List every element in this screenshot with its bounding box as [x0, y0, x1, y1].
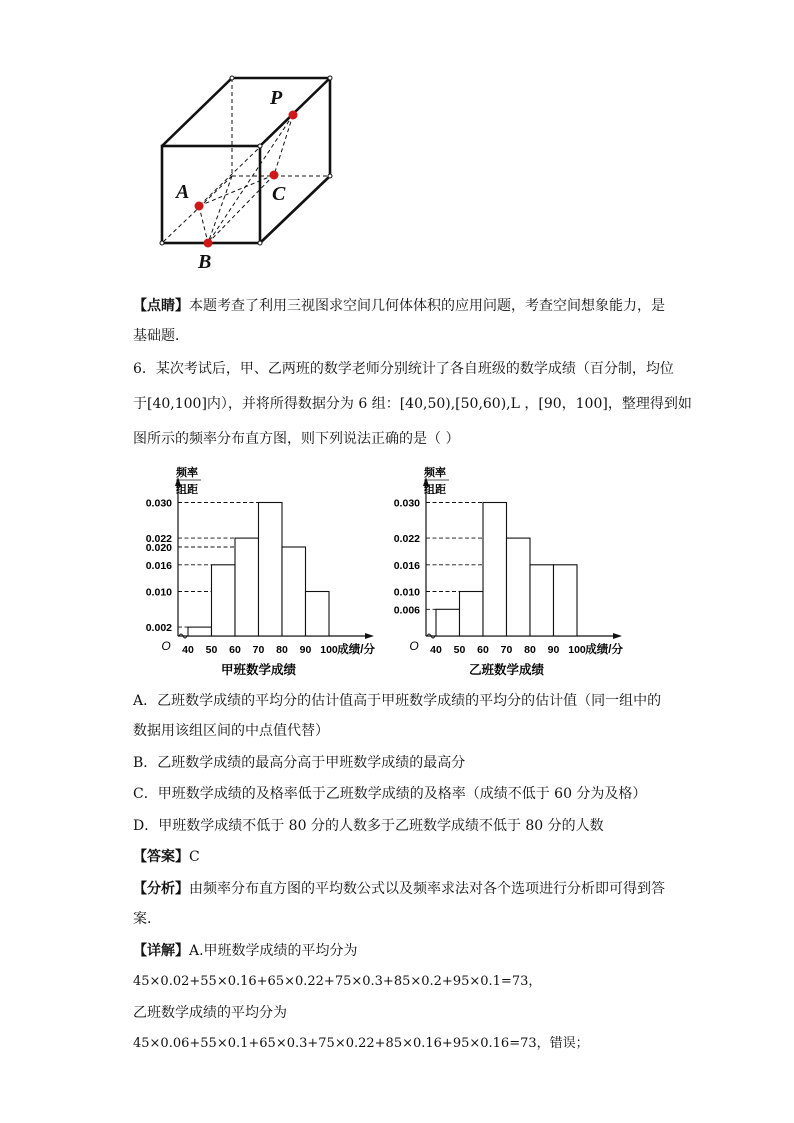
- answer-value: C: [189, 849, 200, 865]
- option-a-line-2: 数据用该组区间的中点值代替）: [133, 723, 329, 739]
- hist0-chart-title: 甲班数学成绩: [220, 663, 297, 677]
- label-c: C: [272, 183, 286, 205]
- hist0-ytick-label: 0.016: [145, 559, 172, 572]
- hist1-origin-label: O: [409, 639, 419, 653]
- hist1-chart-title: 乙班数学成绩: [468, 663, 545, 677]
- hist0-xtick-label: 90: [299, 644, 312, 656]
- hist0-xtick-label: 50: [205, 644, 218, 656]
- question-line-1: 6．某次考试后，甲、乙两班的数学老师分别统计了各自班级的数学成绩（百分制，均位: [133, 361, 674, 377]
- hist1-ytick-label: 0.030: [393, 497, 420, 510]
- detail-text-1: A.甲班数学成绩的平均分为: [189, 943, 358, 959]
- hist0-ytick-label: 0.010: [145, 586, 172, 599]
- hist1-ylabel-bottom: 组距: [424, 484, 446, 496]
- point-a: [195, 202, 204, 211]
- question-line-3: 图所示的频率分布直方图，则下列说法正确的是（ ）: [133, 431, 460, 447]
- hist1-xtick-label: 40: [430, 644, 442, 656]
- point-b: [204, 239, 213, 248]
- hist1-ytick-label: 0.016: [393, 559, 420, 572]
- detail-line-3: 乙班数学成绩的平均分为: [133, 1005, 287, 1021]
- analysis-line-2: 案.: [133, 911, 152, 927]
- label-b: B: [198, 251, 212, 273]
- hist0-ytick-label: 0.020: [145, 542, 172, 554]
- answer-tag: 【答案】: [133, 849, 189, 865]
- hist0-xlabel: 成绩/分: [337, 644, 375, 656]
- analysis-line-1: [133, 880, 665, 898]
- hist0-bar-50: [212, 565, 236, 636]
- hist0-xtick-label: 40: [182, 644, 194, 656]
- hist1-xtick-label: 90: [547, 644, 560, 656]
- hist1-bar-90: [554, 565, 578, 636]
- hist0-ylabel-top: 频率: [176, 467, 198, 479]
- hist1-bar-50: [460, 592, 484, 637]
- option-a-line-1: A．乙班数学成绩的平均分的估计值高于甲班数学成绩的平均分的估计值（同一组中的: [133, 693, 662, 709]
- dianjing-line-1: [133, 297, 665, 315]
- option-d: D．甲班数学成绩不低于 80 分的人数多于乙班数学成绩不低于 80 分的人数: [133, 818, 604, 834]
- answer-line: [133, 848, 200, 866]
- analysis-tag: 【分析】: [133, 881, 189, 897]
- detail-tag: 【详解】: [133, 943, 189, 959]
- hist1-ylabel-top: 频率: [424, 467, 446, 479]
- hist1-x-axis-arrow: [613, 633, 622, 639]
- hist0-bar-40: [188, 627, 212, 636]
- dianjing-line-2: 基础题．: [133, 328, 189, 344]
- option-b: B．乙班数学成绩的最高分高于甲班数学成绩的最高分: [133, 755, 466, 771]
- hist1-bar-80: [530, 565, 554, 636]
- option-c: C．甲班数学成绩的及格率低于乙班数学成绩的及格率（成绩不低于 60 分为及格）: [133, 786, 647, 802]
- histogram-class-jia: [130, 462, 380, 687]
- hist0-ylabel-bottom: 组距: [176, 484, 198, 496]
- hist1-xlabel: 成绩/分: [585, 644, 623, 656]
- hist0-ytick-label: 0.022: [145, 533, 172, 546]
- dianjing-tag: 【点睛】: [133, 298, 189, 314]
- label-a: A: [176, 181, 190, 203]
- hist0-xtick-label: 100: [320, 644, 338, 656]
- hist0-ytick-label: 0.002: [145, 622, 172, 635]
- point-c: [270, 171, 279, 180]
- hist0-x-axis-arrow: [365, 633, 374, 639]
- histogram-class-yi: [378, 462, 658, 687]
- hist0-xtick-label: 80: [276, 644, 288, 656]
- hist1-bar-70: [507, 538, 531, 636]
- cube-figure: [140, 60, 360, 280]
- point-p: [289, 111, 298, 120]
- hist1-xtick-label: 70: [500, 644, 513, 656]
- hist0-xtick-label: 60: [229, 644, 241, 656]
- hist1-ytick-label: 0.006: [393, 604, 420, 617]
- dianjing-text-1: 本题考查了利用三视图求空间几何体体积的应用问题，考查空间想象能力，是: [189, 298, 665, 314]
- hist1-bar-60: [483, 503, 507, 637]
- detail-formula-1: 45×0.02+55×0.16+65×0.22+75×0.3+85×0.2+95×0.1=73，: [133, 974, 542, 989]
- hist0-bar-90: [306, 592, 330, 637]
- hist1-ytick-label: 0.022: [393, 533, 420, 546]
- hist0-bar-60: [235, 538, 259, 636]
- hist1-xtick-label: 60: [477, 644, 489, 656]
- hist0-bar-70: [259, 503, 283, 637]
- label-p: P: [270, 87, 283, 109]
- hist0-ytick-label: 0.030: [145, 497, 172, 510]
- hist1-ytick-label: 0.010: [393, 586, 420, 599]
- question-line-2: 于[40,100]内），并将所得数据分为 6 组：[40,50),[50,60),L ，[90，100]，整理得到如: [133, 396, 692, 412]
- hist1-xtick-label: 80: [524, 644, 536, 656]
- detail-line-1: [133, 942, 358, 960]
- hist1-bar-40: [436, 609, 460, 636]
- hist0-xtick-label: 70: [252, 644, 265, 656]
- hist1-xtick-label: 100: [568, 644, 586, 656]
- analysis-text-1: 由频率分布直方图的平均数公式以及频率求法对各个选项进行分析即可得到答: [189, 881, 665, 897]
- hist0-origin-label: O: [161, 639, 171, 653]
- hist1-xtick-label: 50: [453, 644, 466, 656]
- detail-formula-2: 45×0.06+55×0.1+65×0.3+75×0.22+85×0.16+95×0.16=73，错误；: [133, 1036, 589, 1051]
- hist0-bar-80: [282, 547, 306, 636]
